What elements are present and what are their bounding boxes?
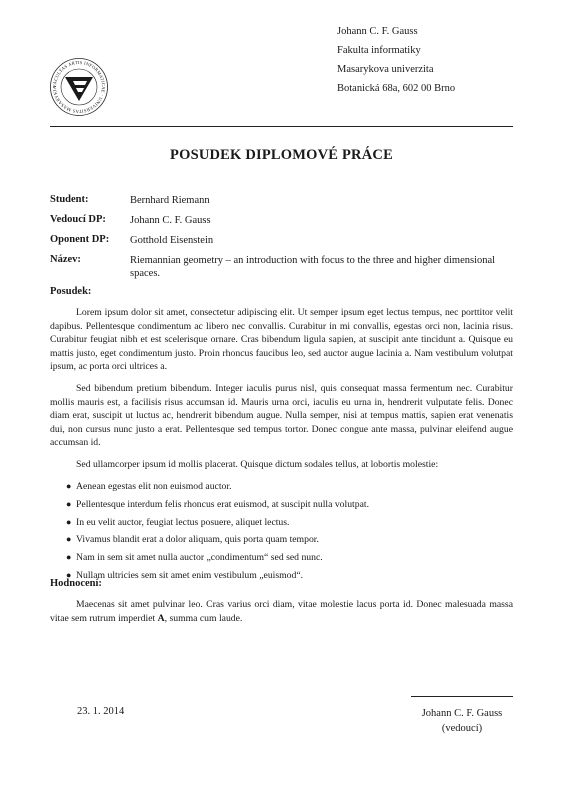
list-item xyxy=(50,551,513,565)
address-block xyxy=(337,22,455,98)
address-line: Johann C. F. Gauss xyxy=(337,26,418,37)
document-date: 23. 1. 2014 xyxy=(77,706,125,717)
name-value: Riemannian geometry – an introduction with focus to the three and higher dimensional spaces. xyxy=(130,255,496,279)
review-paragraph: Sed ullamcorper ipsum id mollis placerat. Quisque dictum sodales tellus, at lobortis molestie: xyxy=(76,458,439,470)
info-row-opponent xyxy=(50,234,513,254)
signer-role: (vedoucí) xyxy=(441,723,483,734)
name-label: Název: xyxy=(50,254,81,265)
signer-name: Johann C. F. Gauss xyxy=(421,708,503,719)
info-row-title xyxy=(50,254,513,284)
logo-ring-text: FACULTAS ARTIS INFORMATICAE · UNIVERSITAS MASARYKIA xyxy=(51,59,107,115)
address-line: Masarykova univerzita xyxy=(337,64,434,75)
review-heading: Posudek: xyxy=(50,286,92,297)
bullet-icon: ● xyxy=(66,480,72,491)
review-paragraph: Sed bibendum pretium bibendum. Integer iaculis purus nisl, quis consequat massa fermentum nec. Curabitur mollis mauris est, a facilisis risus accumsan id. Mauris urna orci, iaculis eu urna in, hendrerit vulputate felis. Donec diam erat, suscipit ut luctus ac, hendrerit bibendum augue. Nulla semper, nisi at tempus mattis, sapien erat venenatis dui, non cursus nunc justo a erat. Pellentesque sed tempus tortor. Donec congue ante massa, pulvinar eleifend augue accumsan id. xyxy=(50,382,513,449)
signature-line xyxy=(411,696,513,697)
list-item-text: In eu velit auctor, feugiat lectus posuere, aliquet lectus. xyxy=(76,516,290,528)
evaluation-text-end: , summa cum laude. xyxy=(164,612,243,624)
list-item-text: Nullam ultricies sem sit amet enim vestibulum „euismod“. xyxy=(76,570,304,582)
header-divider xyxy=(50,126,513,127)
supervisor-label: Vedoucí DP: xyxy=(50,214,106,225)
list-item xyxy=(50,516,513,530)
signature-block xyxy=(411,706,513,736)
review-paragraph: Lorem ipsum dolor sit amet, consectetur adipiscing elit. Ut semper ipsum eget lectus tempus, nec porttitor velit dapibus. Pellentesque condimentum ac libero nec convallis. Curabitur in mi convallis, egestas orci non, lacinia risus. Curabitur feugiat nibh et est scelerisque ornare. Cras bibendum ligula sapien, at suscipit ante tincidunt a. Quisque eu mattis justo, eget condimentum justo. Proin rhoncus faucibus leo, sed auctor augue lacinia a. Nam vestibulum volutpat ipsum, ac porta orci ultrices a. xyxy=(50,307,513,373)
info-row-supervisor xyxy=(50,214,513,234)
opponent-label: Oponent DP: xyxy=(50,234,110,245)
faculty-logo xyxy=(49,57,109,117)
review-list xyxy=(50,480,513,584)
address-line: Botanická 68a, 602 00 Brno xyxy=(337,83,456,94)
list-item-text: Pellentesque interdum felis rhoncus erat euismod, at suscipit nulla volutpat. xyxy=(76,498,369,510)
bullet-icon: ● xyxy=(66,534,72,545)
evaluation-paragraph xyxy=(50,598,513,625)
list-item-text: Aenean egestas elit non euismod auctor. xyxy=(76,480,232,492)
student-label: Student: xyxy=(50,194,89,205)
list-item xyxy=(50,480,513,494)
evaluation-text: Maecenas sit amet pulvinar leo. Cras varius orci diam, vitae molestie lacus porta id. Donec malesuada massa vitae sem rutrum imperdiet xyxy=(50,599,513,624)
bullet-icon: ● xyxy=(66,570,72,581)
review-body xyxy=(50,306,513,587)
list-item xyxy=(50,533,513,547)
thesis-info xyxy=(50,194,513,284)
evaluation-body xyxy=(50,598,513,633)
address-line: Fakulta informatiky xyxy=(337,45,421,56)
document-title: POSUDEK DIPLOMOVÉ PRÁCE xyxy=(170,147,393,163)
opponent-value: Gotthold Eisenstein xyxy=(130,235,214,246)
bullet-icon: ● xyxy=(66,516,72,527)
list-item xyxy=(50,498,513,512)
student-value: Bernhard Riemann xyxy=(130,195,210,206)
bullet-icon: ● xyxy=(66,552,72,563)
list-item-text: Vivamus blandit erat a dolor aliquam, quis porta quam tempor. xyxy=(76,534,319,546)
logo-emblem-icon xyxy=(65,77,93,101)
list-item-text: Nam in sem sit amet nulla auctor „condimentum“ sed sed nunc. xyxy=(76,552,323,564)
evaluation-heading: Hodnocení: xyxy=(50,578,102,589)
supervisor-value: Johann C. F. Gauss xyxy=(130,215,211,226)
grade: A xyxy=(157,612,165,624)
list-item xyxy=(50,569,513,583)
info-row-student xyxy=(50,194,513,214)
bullet-icon: ● xyxy=(66,498,72,509)
